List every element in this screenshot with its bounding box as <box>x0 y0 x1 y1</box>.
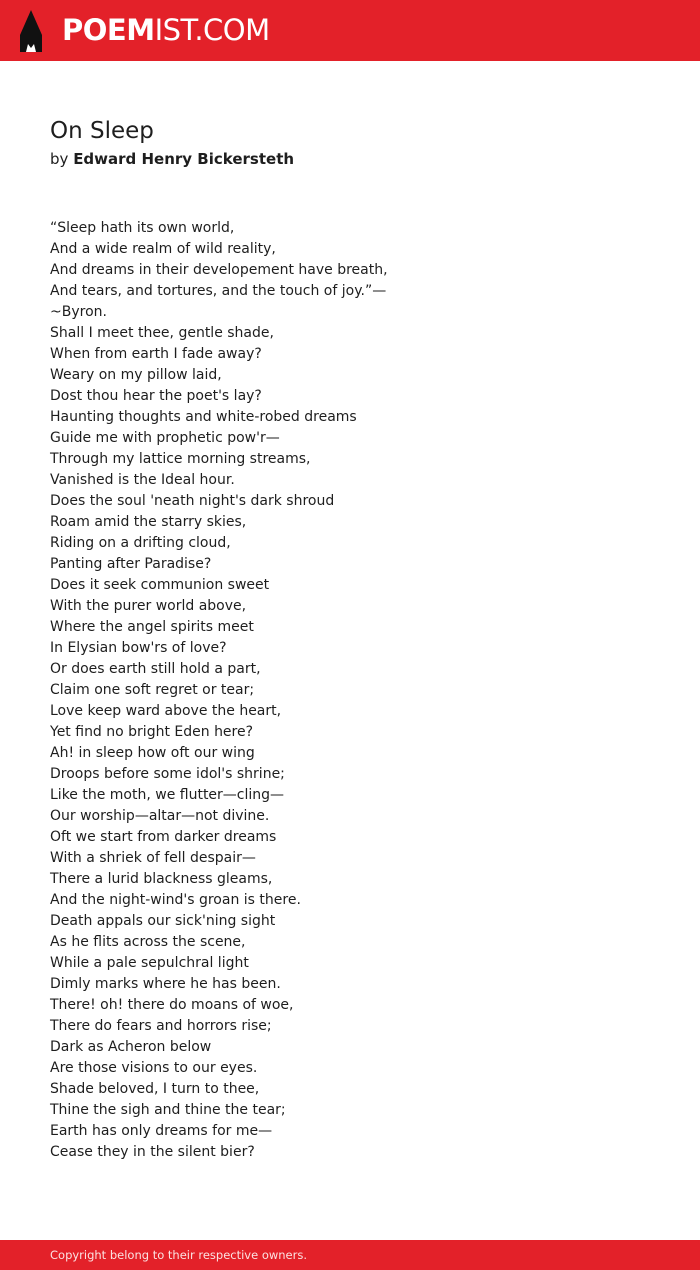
poem-line: Ah! in sleep how oft our wing <box>50 745 255 761</box>
poem-line: There! oh! there do moans of woe, <box>50 997 294 1013</box>
poem-line: Earth has only dreams for me— <box>50 1123 273 1139</box>
logo-brand-bold: POEM <box>62 13 155 47</box>
author-name: Edward Henry Bickersteth <box>73 150 295 168</box>
poem-line: Does the soul 'neath night's dark shroud <box>50 493 335 509</box>
pencil-icon[interactable] <box>18 10 44 52</box>
site-footer <box>0 1240 700 1270</box>
poem-body <box>50 218 650 1163</box>
poem-line: Love keep ward above the heart, <box>50 703 282 719</box>
poem-line: Thine the sigh and thine the tear; <box>50 1102 286 1118</box>
poem-line: Panting after Paradise? <box>50 556 212 572</box>
poem-line: While a pale sepulchral light <box>50 955 249 971</box>
poem-line: Death appals our sick'ning sight <box>50 913 276 929</box>
poem-line: Yet find no bright Eden here? <box>50 724 254 740</box>
poem-line: ~Byron. <box>50 304 107 320</box>
poem-line: There do fears and horrors rise; <box>50 1018 272 1034</box>
poem-line: Shade beloved, I turn to thee, <box>50 1081 260 1097</box>
poem-line: Shall I meet thee, gentle shade, <box>50 325 274 341</box>
poem-line: As he flits across the scene, <box>50 934 246 950</box>
poem-line: With the purer world above, <box>50 598 247 614</box>
poem-line: Claim one soft regret or tear; <box>50 682 255 698</box>
site-header <box>0 0 700 61</box>
poem-line: Are those visions to our eyes. <box>50 1060 258 1076</box>
poem-line: And tears, and tortures, and the touch of joy.”— <box>50 283 387 299</box>
poem-line: Or does earth still hold a part, <box>50 661 261 677</box>
poem-line: Guide me with prophetic pow'r— <box>50 430 280 446</box>
site-logo[interactable] <box>62 11 270 49</box>
poem-title: On Sleep <box>50 118 154 144</box>
poem-line: Riding on a drifting cloud, <box>50 535 231 551</box>
poem-line: Haunting thoughts and white-robed dreams <box>50 409 357 425</box>
byline <box>50 148 294 170</box>
poem-line: Like the moth, we flutter—cling— <box>50 787 285 803</box>
poem-line: “Sleep hath its own world, <box>50 220 235 236</box>
poem-line: Dark as Acheron below <box>50 1039 212 1055</box>
poem-line: Cease they in the silent bier? <box>50 1144 255 1160</box>
poem-line: And dreams in their developement have breath, <box>50 262 388 278</box>
poem-line: And a wide realm of wild reality, <box>50 241 276 257</box>
poem-line: Where the angel spirits meet <box>50 619 254 635</box>
poem-line: Our worship—altar—not divine. <box>50 808 270 824</box>
logo-brand-light: IST.COM <box>154 13 270 47</box>
poem-line: With a shriek of fell despair— <box>50 850 256 866</box>
poem-line: Roam amid the starry skies, <box>50 514 247 530</box>
poem-line: Dost thou hear the poet's lay? <box>50 388 262 404</box>
poem-line: Vanished is the Ideal hour. <box>50 472 235 488</box>
poem-line: Weary on my pillow laid, <box>50 367 222 383</box>
poem-line: Droops before some idol's shrine; <box>50 766 285 782</box>
poem-line: Dimly marks where he has been. <box>50 976 281 992</box>
copyright-text: Copyright belong to their respective owners. <box>50 1248 308 1262</box>
poem-line: Oft we start from darker dreams <box>50 829 277 845</box>
poem-line: Does it seek communion sweet <box>50 577 270 593</box>
poem-line: There a lurid blackness gleams, <box>50 871 273 887</box>
poem-line: In Elysian bow'rs of love? <box>50 640 227 656</box>
by-label: by <box>50 150 69 168</box>
poem-line: When from earth I fade away? <box>50 346 262 362</box>
poem-line: And the night-wind's groan is there. <box>50 892 301 908</box>
poem-line: Through my lattice morning streams, <box>50 451 311 467</box>
